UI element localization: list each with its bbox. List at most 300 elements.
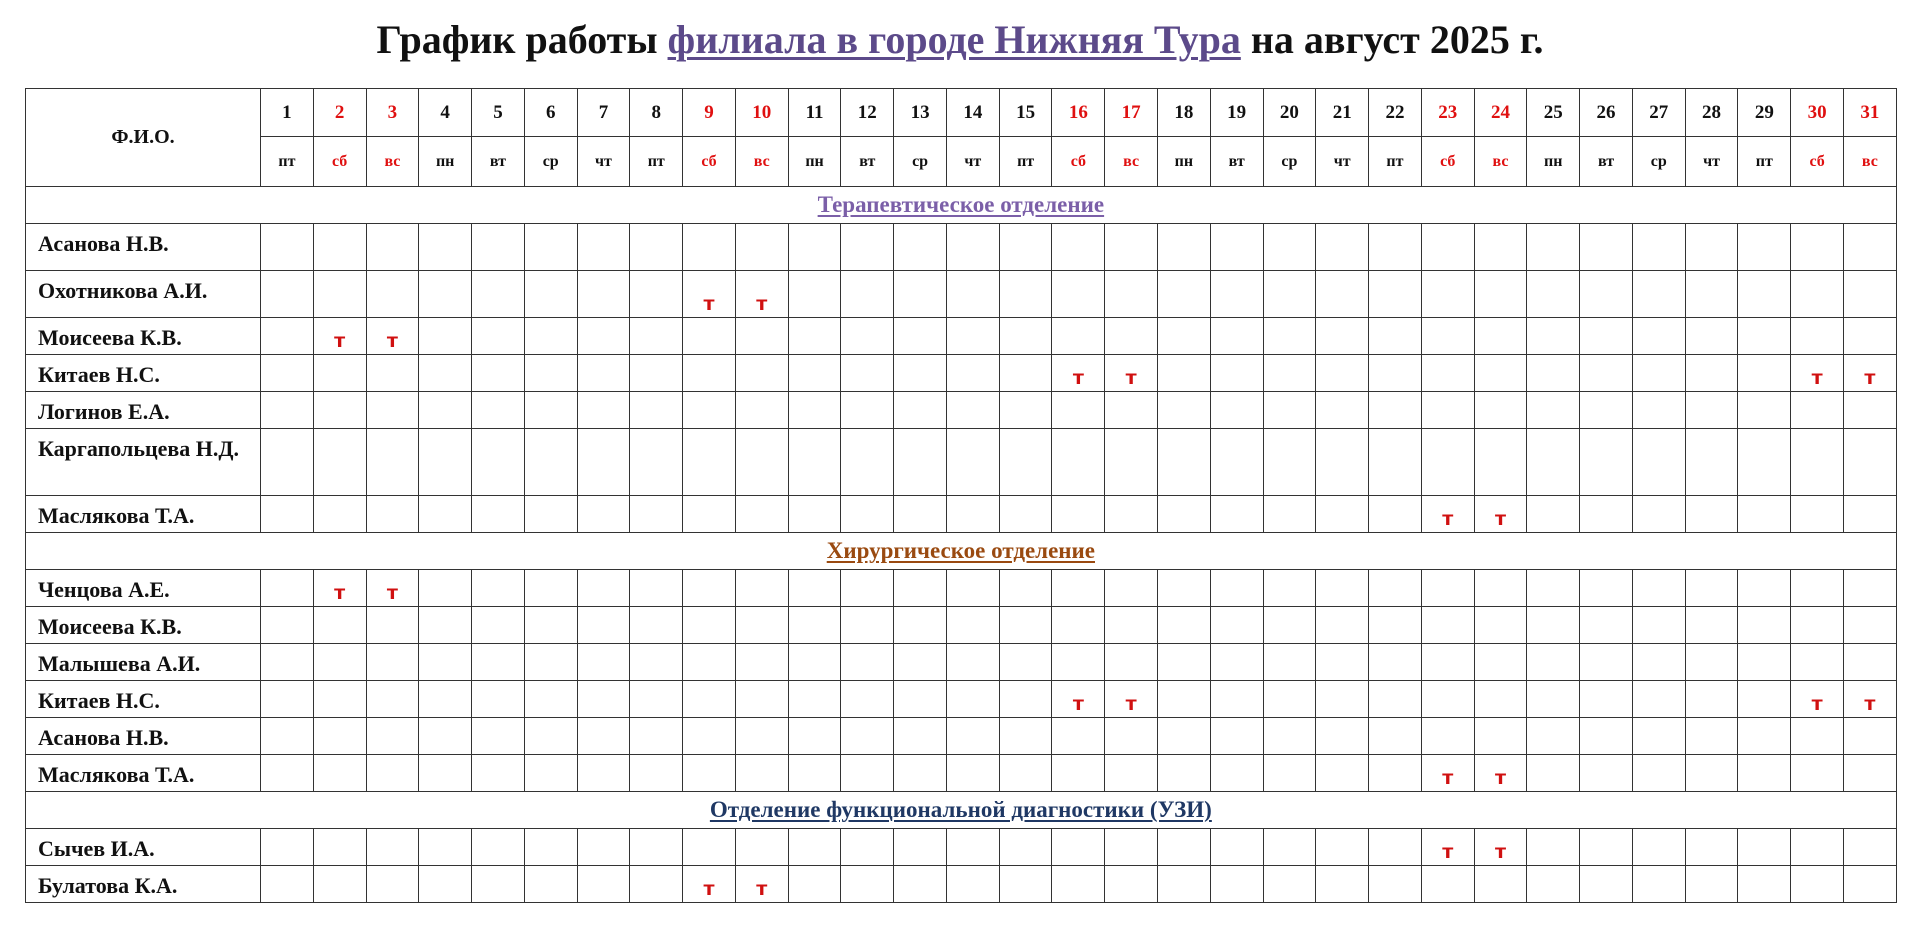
schedule-cell[interactable]: [1580, 607, 1633, 644]
schedule-cell[interactable]: [261, 755, 314, 792]
schedule-cell[interactable]: [1369, 755, 1422, 792]
schedule-cell[interactable]: [1263, 570, 1316, 607]
schedule-cell[interactable]: [788, 271, 841, 318]
schedule-cell[interactable]: [894, 644, 947, 681]
schedule-cell[interactable]: [1052, 224, 1105, 271]
schedule-cell[interactable]: [630, 429, 683, 496]
schedule-cell[interactable]: [1052, 496, 1105, 533]
schedule-cell[interactable]: [894, 866, 947, 903]
schedule-cell[interactable]: [472, 271, 525, 318]
schedule-cell[interactable]: [1527, 718, 1580, 755]
schedule-cell[interactable]: [1316, 392, 1369, 429]
schedule-cell[interactable]: [1843, 429, 1896, 496]
schedule-cell[interactable]: [419, 224, 472, 271]
schedule-cell[interactable]: [1474, 392, 1527, 429]
schedule-cell[interactable]: [1580, 392, 1633, 429]
schedule-cell[interactable]: [1052, 355, 1105, 392]
schedule-cell[interactable]: [472, 681, 525, 718]
schedule-cell[interactable]: [894, 570, 947, 607]
schedule-cell[interactable]: [1421, 496, 1474, 533]
schedule-cell[interactable]: [1263, 755, 1316, 792]
schedule-cell[interactable]: [524, 718, 577, 755]
schedule-cell[interactable]: [630, 644, 683, 681]
schedule-cell[interactable]: [577, 570, 630, 607]
schedule-cell[interactable]: [841, 271, 894, 318]
schedule-cell[interactable]: [894, 607, 947, 644]
schedule-cell[interactable]: [261, 829, 314, 866]
schedule-cell[interactable]: [1632, 718, 1685, 755]
schedule-cell[interactable]: [524, 271, 577, 318]
schedule-cell[interactable]: [366, 681, 419, 718]
schedule-cell[interactable]: [1105, 607, 1158, 644]
schedule-cell[interactable]: [841, 224, 894, 271]
schedule-cell[interactable]: [261, 392, 314, 429]
schedule-cell[interactable]: [261, 644, 314, 681]
schedule-cell[interactable]: [683, 496, 736, 533]
schedule-cell[interactable]: [1210, 866, 1263, 903]
schedule-cell[interactable]: [1843, 755, 1896, 792]
schedule-cell[interactable]: [524, 755, 577, 792]
schedule-cell[interactable]: [1263, 644, 1316, 681]
schedule-cell[interactable]: [419, 496, 472, 533]
schedule-cell[interactable]: [1474, 224, 1527, 271]
schedule-cell[interactable]: [577, 355, 630, 392]
schedule-cell[interactable]: [1210, 607, 1263, 644]
schedule-cell[interactable]: [683, 866, 736, 903]
schedule-cell[interactable]: [1738, 755, 1791, 792]
schedule-cell[interactable]: [1316, 271, 1369, 318]
schedule-cell[interactable]: [946, 681, 999, 718]
schedule-cell[interactable]: [894, 681, 947, 718]
schedule-cell[interactable]: [1685, 429, 1738, 496]
schedule-cell[interactable]: [1369, 318, 1422, 355]
schedule-cell[interactable]: [313, 681, 366, 718]
schedule-cell[interactable]: [1263, 829, 1316, 866]
schedule-cell[interactable]: [1580, 570, 1633, 607]
schedule-cell[interactable]: [577, 392, 630, 429]
schedule-cell[interactable]: [1263, 718, 1316, 755]
schedule-cell[interactable]: [683, 224, 736, 271]
schedule-cell[interactable]: [366, 318, 419, 355]
schedule-cell[interactable]: [577, 224, 630, 271]
schedule-cell[interactable]: [788, 318, 841, 355]
schedule-cell[interactable]: [788, 681, 841, 718]
schedule-cell[interactable]: [1580, 496, 1633, 533]
schedule-cell[interactable]: [946, 355, 999, 392]
schedule-cell[interactable]: [1474, 318, 1527, 355]
schedule-cell[interactable]: [313, 570, 366, 607]
schedule-cell[interactable]: [1685, 355, 1738, 392]
schedule-cell[interactable]: [577, 681, 630, 718]
schedule-cell[interactable]: [946, 607, 999, 644]
schedule-cell[interactable]: [683, 755, 736, 792]
schedule-cell[interactable]: [1052, 429, 1105, 496]
schedule-cell[interactable]: [894, 755, 947, 792]
schedule-cell[interactable]: [1052, 644, 1105, 681]
schedule-cell[interactable]: [630, 318, 683, 355]
schedule-cell[interactable]: [1369, 681, 1422, 718]
schedule-cell[interactable]: [1791, 496, 1844, 533]
schedule-cell[interactable]: [894, 355, 947, 392]
section-title[interactable]: Хирургическое отделение: [826, 538, 1095, 563]
schedule-cell[interactable]: [999, 718, 1052, 755]
schedule-cell[interactable]: [1685, 829, 1738, 866]
schedule-cell[interactable]: [1474, 607, 1527, 644]
schedule-cell[interactable]: [472, 224, 525, 271]
schedule-cell[interactable]: [1843, 355, 1896, 392]
schedule-cell[interactable]: [1210, 496, 1263, 533]
schedule-cell[interactable]: [999, 496, 1052, 533]
schedule-cell[interactable]: [313, 829, 366, 866]
schedule-cell[interactable]: [1738, 570, 1791, 607]
schedule-cell[interactable]: [1421, 866, 1474, 903]
schedule-cell[interactable]: [1580, 829, 1633, 866]
schedule-cell[interactable]: [999, 271, 1052, 318]
schedule-cell[interactable]: [1685, 392, 1738, 429]
schedule-cell[interactable]: [735, 829, 788, 866]
schedule-cell[interactable]: [841, 496, 894, 533]
schedule-cell[interactable]: [1632, 318, 1685, 355]
schedule-cell[interactable]: [841, 644, 894, 681]
schedule-cell[interactable]: [419, 829, 472, 866]
schedule-cell[interactable]: [1843, 681, 1896, 718]
schedule-cell[interactable]: [1421, 644, 1474, 681]
schedule-cell[interactable]: [946, 570, 999, 607]
schedule-cell[interactable]: [946, 429, 999, 496]
schedule-cell[interactable]: [1791, 318, 1844, 355]
schedule-cell[interactable]: [1316, 718, 1369, 755]
schedule-cell[interactable]: [1421, 718, 1474, 755]
schedule-cell[interactable]: [1632, 607, 1685, 644]
schedule-cell[interactable]: [261, 866, 314, 903]
schedule-cell[interactable]: [577, 496, 630, 533]
schedule-cell[interactable]: [788, 496, 841, 533]
schedule-cell[interactable]: [1421, 570, 1474, 607]
schedule-cell[interactable]: [1052, 718, 1105, 755]
schedule-cell[interactable]: [1632, 755, 1685, 792]
schedule-cell[interactable]: [946, 271, 999, 318]
schedule-cell[interactable]: [788, 355, 841, 392]
schedule-cell[interactable]: [1738, 496, 1791, 533]
schedule-cell[interactable]: [1105, 318, 1158, 355]
schedule-cell[interactable]: [1843, 718, 1896, 755]
schedule-cell[interactable]: [419, 681, 472, 718]
schedule-cell[interactable]: [841, 681, 894, 718]
schedule-cell[interactable]: [999, 570, 1052, 607]
schedule-cell[interactable]: [683, 829, 736, 866]
schedule-cell[interactable]: [788, 224, 841, 271]
schedule-cell[interactable]: [1158, 681, 1211, 718]
schedule-cell[interactable]: [1791, 755, 1844, 792]
schedule-cell[interactable]: [788, 718, 841, 755]
schedule-cell[interactable]: [524, 866, 577, 903]
schedule-cell[interactable]: [1316, 355, 1369, 392]
schedule-cell[interactable]: [1158, 570, 1211, 607]
section-title[interactable]: Отделение функциональной диагностики (УЗИ): [709, 797, 1212, 822]
schedule-cell[interactable]: [841, 829, 894, 866]
schedule-cell[interactable]: [1791, 271, 1844, 318]
schedule-cell[interactable]: [1791, 355, 1844, 392]
schedule-cell[interactable]: [472, 607, 525, 644]
schedule-cell[interactable]: [472, 429, 525, 496]
schedule-cell[interactable]: [1791, 718, 1844, 755]
schedule-cell[interactable]: [894, 496, 947, 533]
schedule-cell[interactable]: [1580, 644, 1633, 681]
schedule-cell[interactable]: [1791, 644, 1844, 681]
schedule-cell[interactable]: [1105, 718, 1158, 755]
schedule-cell[interactable]: [524, 429, 577, 496]
schedule-cell[interactable]: [630, 718, 683, 755]
schedule-cell[interactable]: [1791, 429, 1844, 496]
schedule-cell[interactable]: [1474, 429, 1527, 496]
schedule-cell[interactable]: [1580, 224, 1633, 271]
schedule-cell[interactable]: [894, 271, 947, 318]
schedule-cell[interactable]: [524, 829, 577, 866]
schedule-cell[interactable]: [472, 644, 525, 681]
schedule-cell[interactable]: [366, 496, 419, 533]
schedule-cell[interactable]: [1421, 318, 1474, 355]
schedule-cell[interactable]: [1791, 681, 1844, 718]
schedule-cell[interactable]: [1632, 681, 1685, 718]
schedule-cell[interactable]: [313, 271, 366, 318]
schedule-cell[interactable]: [946, 318, 999, 355]
schedule-cell[interactable]: [1369, 355, 1422, 392]
schedule-cell[interactable]: [524, 570, 577, 607]
schedule-cell[interactable]: [630, 271, 683, 318]
schedule-cell[interactable]: [946, 496, 999, 533]
schedule-cell[interactable]: [946, 755, 999, 792]
schedule-cell[interactable]: [313, 718, 366, 755]
schedule-cell[interactable]: [1738, 607, 1791, 644]
schedule-cell[interactable]: [577, 607, 630, 644]
schedule-cell[interactable]: [841, 718, 894, 755]
schedule-cell[interactable]: [1158, 755, 1211, 792]
schedule-cell[interactable]: [788, 392, 841, 429]
schedule-cell[interactable]: [1105, 496, 1158, 533]
schedule-cell[interactable]: [1316, 224, 1369, 271]
schedule-cell[interactable]: [1105, 355, 1158, 392]
schedule-cell[interactable]: [1052, 318, 1105, 355]
schedule-cell[interactable]: [1263, 355, 1316, 392]
schedule-cell[interactable]: [524, 224, 577, 271]
schedule-cell[interactable]: [1791, 866, 1844, 903]
schedule-cell[interactable]: [366, 355, 419, 392]
schedule-cell[interactable]: [261, 224, 314, 271]
schedule-cell[interactable]: [630, 496, 683, 533]
schedule-cell[interactable]: [1474, 829, 1527, 866]
schedule-cell[interactable]: [630, 607, 683, 644]
schedule-cell[interactable]: [1474, 866, 1527, 903]
schedule-cell[interactable]: [1158, 271, 1211, 318]
schedule-cell[interactable]: [524, 392, 577, 429]
schedule-cell[interactable]: [313, 429, 366, 496]
schedule-cell[interactable]: [999, 355, 1052, 392]
schedule-cell[interactable]: [1316, 681, 1369, 718]
schedule-cell[interactable]: [946, 866, 999, 903]
schedule-cell[interactable]: [1738, 429, 1791, 496]
schedule-cell[interactable]: [1052, 681, 1105, 718]
schedule-cell[interactable]: [999, 829, 1052, 866]
schedule-cell[interactable]: [366, 644, 419, 681]
schedule-cell[interactable]: [735, 429, 788, 496]
schedule-cell[interactable]: [419, 644, 472, 681]
schedule-cell[interactable]: [1685, 681, 1738, 718]
schedule-cell[interactable]: [1685, 644, 1738, 681]
schedule-cell[interactable]: [1316, 829, 1369, 866]
schedule-cell[interactable]: [1263, 607, 1316, 644]
schedule-cell[interactable]: [1052, 755, 1105, 792]
schedule-cell[interactable]: [1210, 829, 1263, 866]
schedule-cell[interactable]: [1158, 644, 1211, 681]
schedule-cell[interactable]: [735, 355, 788, 392]
schedule-cell[interactable]: [1474, 355, 1527, 392]
schedule-cell[interactable]: [472, 496, 525, 533]
schedule-cell[interactable]: [1263, 392, 1316, 429]
schedule-cell[interactable]: [894, 224, 947, 271]
schedule-cell[interactable]: [1105, 271, 1158, 318]
schedule-cell[interactable]: [1158, 429, 1211, 496]
schedule-cell[interactable]: [1369, 644, 1422, 681]
schedule-cell[interactable]: [261, 496, 314, 533]
schedule-cell[interactable]: [1105, 570, 1158, 607]
schedule-cell[interactable]: [419, 392, 472, 429]
schedule-cell[interactable]: [1210, 570, 1263, 607]
schedule-cell[interactable]: [735, 607, 788, 644]
schedule-cell[interactable]: [841, 318, 894, 355]
schedule-cell[interactable]: [1632, 271, 1685, 318]
schedule-cell[interactable]: [1369, 829, 1422, 866]
schedule-cell[interactable]: [1316, 644, 1369, 681]
schedule-cell[interactable]: [946, 644, 999, 681]
schedule-cell[interactable]: [1843, 224, 1896, 271]
schedule-cell[interactable]: [1052, 392, 1105, 429]
schedule-cell[interactable]: [1474, 681, 1527, 718]
schedule-cell[interactable]: [577, 718, 630, 755]
schedule-cell[interactable]: [1369, 429, 1422, 496]
schedule-cell[interactable]: [1210, 755, 1263, 792]
schedule-cell[interactable]: [313, 224, 366, 271]
schedule-cell[interactable]: [735, 224, 788, 271]
schedule-cell[interactable]: [999, 866, 1052, 903]
schedule-cell[interactable]: [1210, 718, 1263, 755]
schedule-cell[interactable]: [735, 681, 788, 718]
schedule-cell[interactable]: [261, 271, 314, 318]
schedule-cell[interactable]: [999, 392, 1052, 429]
schedule-cell[interactable]: [366, 224, 419, 271]
schedule-cell[interactable]: [1527, 681, 1580, 718]
schedule-cell[interactable]: [735, 496, 788, 533]
schedule-cell[interactable]: [1421, 429, 1474, 496]
schedule-cell[interactable]: [683, 355, 736, 392]
schedule-cell[interactable]: [1738, 866, 1791, 903]
schedule-cell[interactable]: [1105, 866, 1158, 903]
schedule-cell[interactable]: [1632, 355, 1685, 392]
schedule-cell[interactable]: [419, 755, 472, 792]
schedule-cell[interactable]: [1791, 392, 1844, 429]
schedule-cell[interactable]: [419, 718, 472, 755]
schedule-cell[interactable]: [1210, 355, 1263, 392]
schedule-cell[interactable]: [683, 681, 736, 718]
schedule-cell[interactable]: [1527, 607, 1580, 644]
schedule-cell[interactable]: [946, 392, 999, 429]
schedule-cell[interactable]: [1580, 718, 1633, 755]
schedule-cell[interactable]: [1105, 224, 1158, 271]
schedule-cell[interactable]: [1843, 866, 1896, 903]
schedule-cell[interactable]: [1210, 392, 1263, 429]
schedule-cell[interactable]: [1791, 570, 1844, 607]
schedule-cell[interactable]: [472, 718, 525, 755]
schedule-cell[interactable]: [683, 318, 736, 355]
schedule-cell[interactable]: [1685, 607, 1738, 644]
schedule-cell[interactable]: [313, 392, 366, 429]
schedule-cell[interactable]: [261, 607, 314, 644]
schedule-cell[interactable]: [313, 318, 366, 355]
schedule-cell[interactable]: [1316, 429, 1369, 496]
schedule-cell[interactable]: [1158, 355, 1211, 392]
schedule-cell[interactable]: [1369, 607, 1422, 644]
schedule-cell[interactable]: [1474, 644, 1527, 681]
schedule-cell[interactable]: [683, 644, 736, 681]
schedule-cell[interactable]: [524, 355, 577, 392]
schedule-cell[interactable]: [1791, 224, 1844, 271]
schedule-cell[interactable]: [1843, 570, 1896, 607]
schedule-cell[interactable]: [788, 829, 841, 866]
schedule-cell[interactable]: [683, 429, 736, 496]
schedule-cell[interactable]: [1210, 681, 1263, 718]
schedule-cell[interactable]: [1158, 607, 1211, 644]
schedule-cell[interactable]: [1158, 392, 1211, 429]
schedule-cell[interactable]: [1580, 318, 1633, 355]
schedule-cell[interactable]: [1580, 681, 1633, 718]
schedule-cell[interactable]: [1843, 318, 1896, 355]
schedule-cell[interactable]: [999, 429, 1052, 496]
schedule-cell[interactable]: [1685, 496, 1738, 533]
schedule-cell[interactable]: [735, 392, 788, 429]
schedule-cell[interactable]: [366, 755, 419, 792]
schedule-cell[interactable]: [1474, 496, 1527, 533]
schedule-cell[interactable]: [999, 681, 1052, 718]
schedule-cell[interactable]: [788, 644, 841, 681]
schedule-cell[interactable]: [472, 829, 525, 866]
schedule-cell[interactable]: [1421, 355, 1474, 392]
schedule-cell[interactable]: [1263, 271, 1316, 318]
schedule-cell[interactable]: [1632, 429, 1685, 496]
schedule-cell[interactable]: [1685, 718, 1738, 755]
schedule-cell[interactable]: [1580, 429, 1633, 496]
schedule-cell[interactable]: [788, 429, 841, 496]
schedule-cell[interactable]: [577, 644, 630, 681]
schedule-cell[interactable]: [630, 392, 683, 429]
schedule-cell[interactable]: [788, 570, 841, 607]
schedule-cell[interactable]: [1738, 829, 1791, 866]
schedule-cell[interactable]: [419, 866, 472, 903]
schedule-cell[interactable]: [894, 718, 947, 755]
schedule-cell[interactable]: [894, 429, 947, 496]
schedule-cell[interactable]: [630, 829, 683, 866]
schedule-cell[interactable]: [1685, 866, 1738, 903]
schedule-cell[interactable]: [999, 644, 1052, 681]
schedule-cell[interactable]: [1632, 392, 1685, 429]
schedule-cell[interactable]: [1738, 224, 1791, 271]
schedule-cell[interactable]: [1369, 866, 1422, 903]
schedule-cell[interactable]: [1527, 644, 1580, 681]
schedule-cell[interactable]: [841, 355, 894, 392]
schedule-cell[interactable]: [472, 866, 525, 903]
schedule-cell[interactable]: [1052, 271, 1105, 318]
schedule-cell[interactable]: [999, 607, 1052, 644]
schedule-cell[interactable]: [1527, 755, 1580, 792]
schedule-cell[interactable]: [1474, 271, 1527, 318]
